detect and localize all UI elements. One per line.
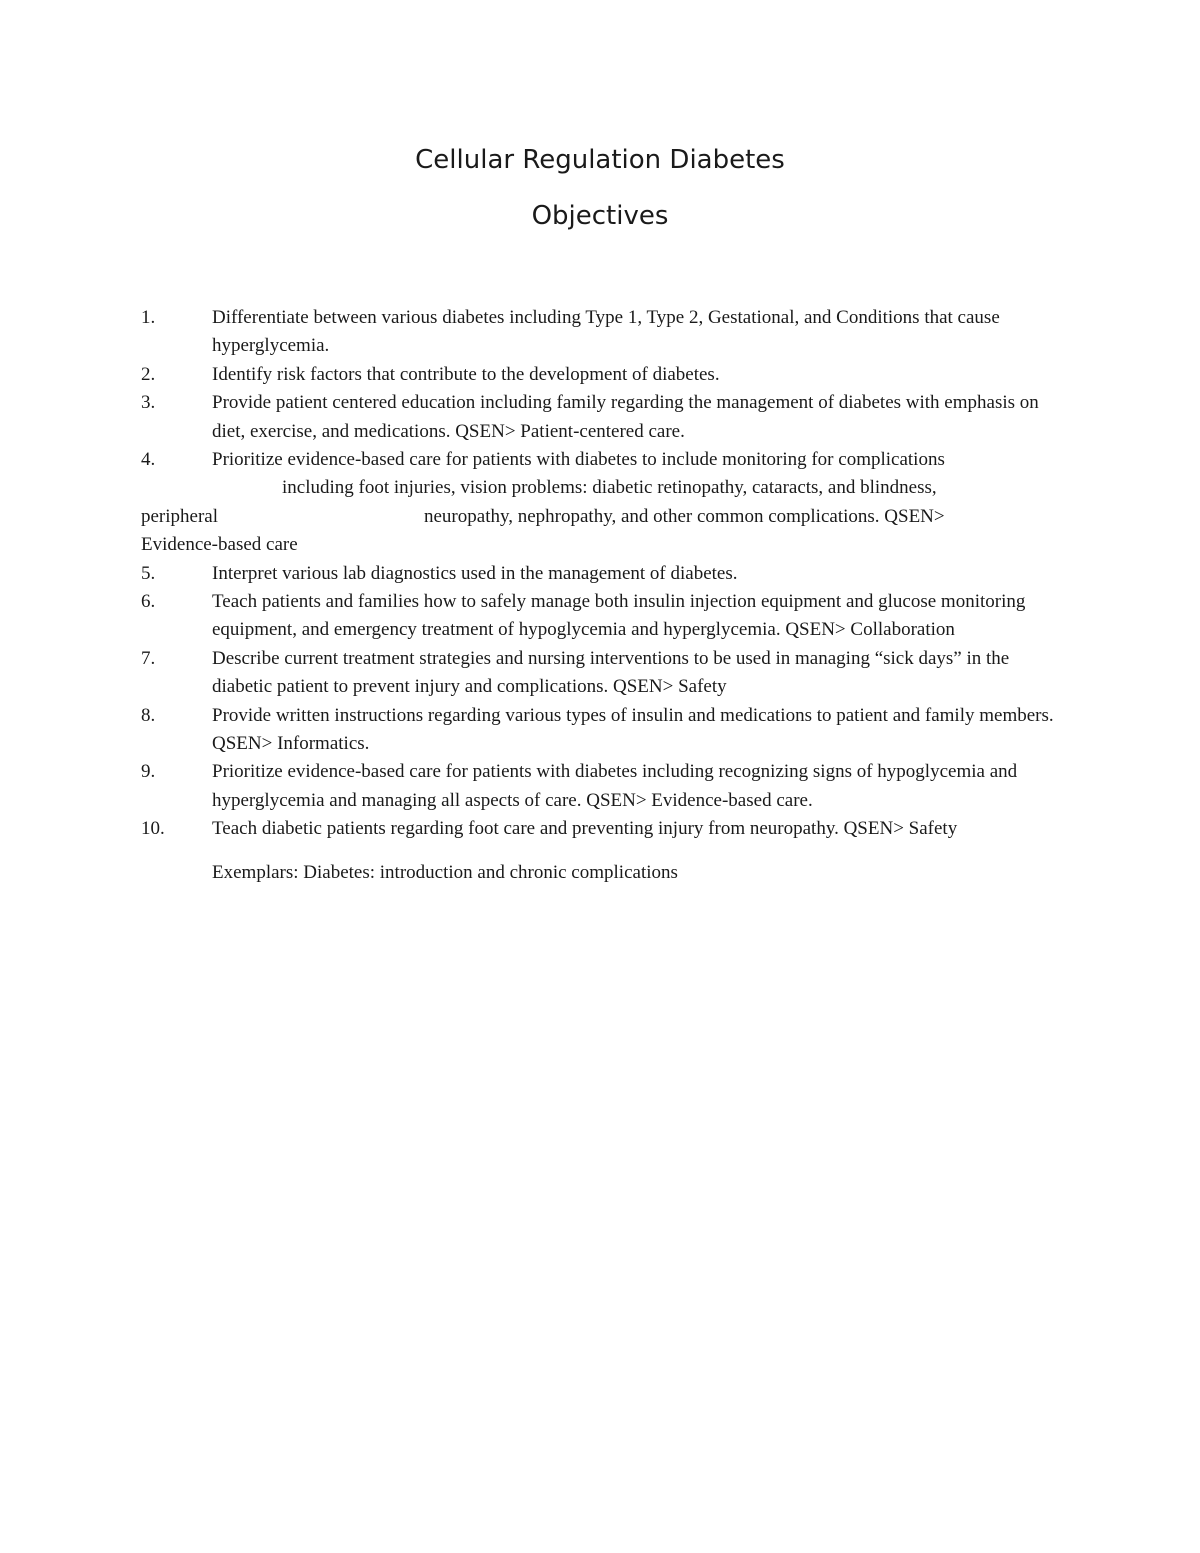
- objective-item: [0, 361, 1072, 389]
- objective-text: Identify risk factors that contribute to the development of diabetes.: [212, 363, 720, 385]
- objective-line: [0, 446, 1072, 474]
- objective-text: Provide patient centered education including family regarding the management of diabetes with emphasis on diet, exercise, and medications. QSEN> Patient-centered care.: [212, 392, 1039, 442]
- objective-item: [0, 815, 1072, 843]
- objective-text: neuropathy, nephropathy, and other common complications. QSEN>: [424, 505, 945, 527]
- objectives-list: [0, 304, 1200, 887]
- objective-text: Describe current treatment strategies and nursing interventions to be used in managing “sick days” in the diabetic patient to prevent injury and complications. QSEN> Safety: [212, 647, 1010, 698]
- objective-number: 5.: [141, 562, 156, 584]
- objective-number: 9.: [141, 761, 156, 783]
- document-subtitle: Objectives: [531, 201, 669, 231]
- objective-item: [0, 645, 1072, 702]
- objective-item: [0, 758, 1072, 815]
- objective-text: Provide written instructions regarding various types of insulin and medications to patient and family members. QSEN> Informatics.: [212, 704, 1054, 755]
- objective-text: Teach diabetic patients regarding foot care and preventing injury from neuropathy. QSEN> Safety: [212, 818, 958, 840]
- document-title: Cellular Regulation Diabetes: [415, 145, 785, 175]
- objective-item: [0, 702, 1072, 759]
- objective-number: 3.: [141, 392, 156, 414]
- objective-item: [0, 560, 1072, 588]
- objective-line: [0, 503, 1200, 531]
- objective-number: 10.: [141, 818, 165, 840]
- objective-item: [0, 588, 1072, 645]
- objective-number: 6.: [141, 591, 156, 613]
- objective-item: [0, 446, 1200, 560]
- objective-text: Prioritize evidence-based care for patients with diabetes to include monitoring for complications: [212, 449, 945, 471]
- objective-text: Teach patients and families how to safely manage both insulin injection equipment and glucose monitoring equipment, and emergency treatment of hypoglycemia and hyperglycemia. QSEN> Collaboration: [212, 591, 1026, 641]
- objective-item: [0, 389, 1072, 446]
- objective-item: [0, 304, 1072, 361]
- objective-text: Interpret various lab diagnostics used in the management of diabetes.: [212, 562, 738, 584]
- objective-number: 8.: [141, 704, 156, 726]
- objective-line: Evidence-based care: [141, 534, 298, 556]
- exemplars-note: Exemplars: Diabetes: introduction and chronic complications: [212, 861, 678, 883]
- objective-text: Differentiate between various diabetes including Type 1, Type 2, Gestational, and Conditions that cause hyperglycemia.: [212, 307, 1000, 357]
- objective-number: 2.: [141, 363, 156, 385]
- objective-number: 7.: [141, 647, 156, 669]
- objective-number: 4.: [141, 449, 156, 471]
- objective-number: 1.: [141, 307, 156, 328]
- objective-line: including foot injuries, vision problems: diabetic retinopathy, cataracts, and blindness,: [282, 477, 937, 499]
- objective-text: peripheral: [141, 505, 219, 527]
- objective-text: Prioritize evidence-based care for patients with diabetes including recognizing signs of hypoglycemia and hyperglycemia and managing all aspects of care. QSEN> Evidence-based care.: [212, 761, 1018, 811]
